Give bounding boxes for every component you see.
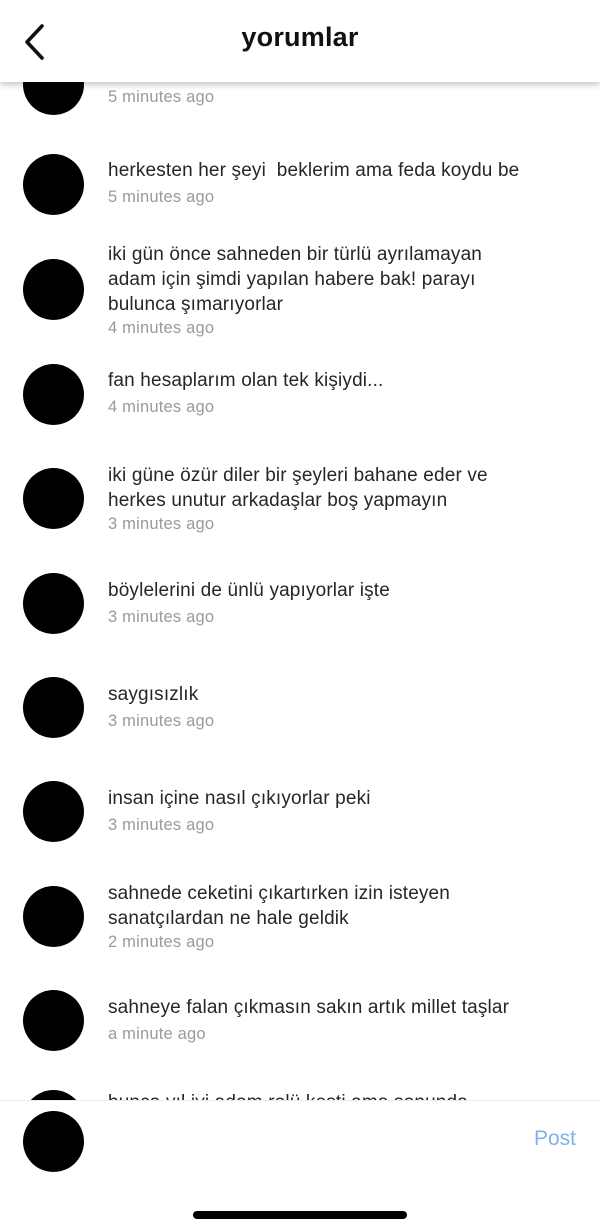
comment-text: iki güne özür diler bir şeyleri bahane eder ve herkes unutur arkadaşlar boş yapmayın [108, 465, 494, 511]
comment-text: sahneye falan çıkmasın sakın artık millet taşlar [108, 997, 510, 1018]
header-bar [0, 0, 600, 82]
comment-time: 4 minutes ago [108, 398, 215, 416]
avatar[interactable] [23, 154, 84, 215]
comment-time: 5 minutes ago [108, 88, 215, 106]
post-button[interactable]: Post [533, 1127, 576, 1150]
comment-body [108, 158, 578, 208]
avatar[interactable] [23, 990, 84, 1051]
comment-text: fan hesaplarım olan tek kişiydi... [108, 370, 384, 391]
home-indicator [193, 1211, 407, 1219]
comment-body [108, 881, 528, 953]
current-user-avatar [23, 1111, 84, 1172]
comment-time: 3 minutes ago [108, 515, 215, 533]
comment-time: 5 minutes ago [108, 188, 215, 206]
comment-time: 3 minutes ago [108, 816, 215, 834]
avatar[interactable] [23, 677, 84, 738]
page-title: yorumlar [241, 22, 359, 52]
comment-composer [0, 1100, 600, 1231]
comment-body [108, 242, 528, 339]
comment-body [108, 578, 578, 628]
comment-input[interactable] [108, 1123, 512, 1161]
comment-text: herkesten her şeyi beklerim ama feda koydu be [108, 160, 520, 181]
comment-time: 3 minutes ago [108, 608, 215, 626]
comment-body [108, 995, 578, 1045]
comment-text: saygısızlık [108, 684, 199, 705]
avatar[interactable] [23, 886, 84, 947]
comment-body [108, 86, 578, 108]
avatar[interactable] [23, 468, 84, 529]
comment-body [108, 786, 578, 836]
avatar[interactable] [23, 364, 84, 425]
comment-text: böylelerini de ünlü yapıyorlar işte [108, 580, 390, 601]
comment-time: a minute ago [108, 1025, 206, 1043]
avatar[interactable] [23, 259, 84, 320]
comment-time: 2 minutes ago [108, 933, 215, 951]
comment-text: insan içine nasıl çıkıyorlar peki [108, 788, 371, 809]
comment-text: iki gün önce sahneden bir türlü ayrılamayan adam için şimdi yapılan habere bak! parayı bulunca şımarıyorlar [108, 244, 488, 315]
comment-body [108, 463, 548, 535]
avatar[interactable] [23, 781, 84, 842]
comment-body [108, 682, 578, 732]
comment-body [108, 368, 578, 418]
comment-time: 4 minutes ago [108, 319, 215, 337]
comment-time: 3 minutes ago [108, 712, 215, 730]
comment-text: sahnede ceketini çıkartırken izin isteyen sanatçılardan ne hale geldik [108, 883, 456, 929]
avatar[interactable] [23, 573, 84, 634]
